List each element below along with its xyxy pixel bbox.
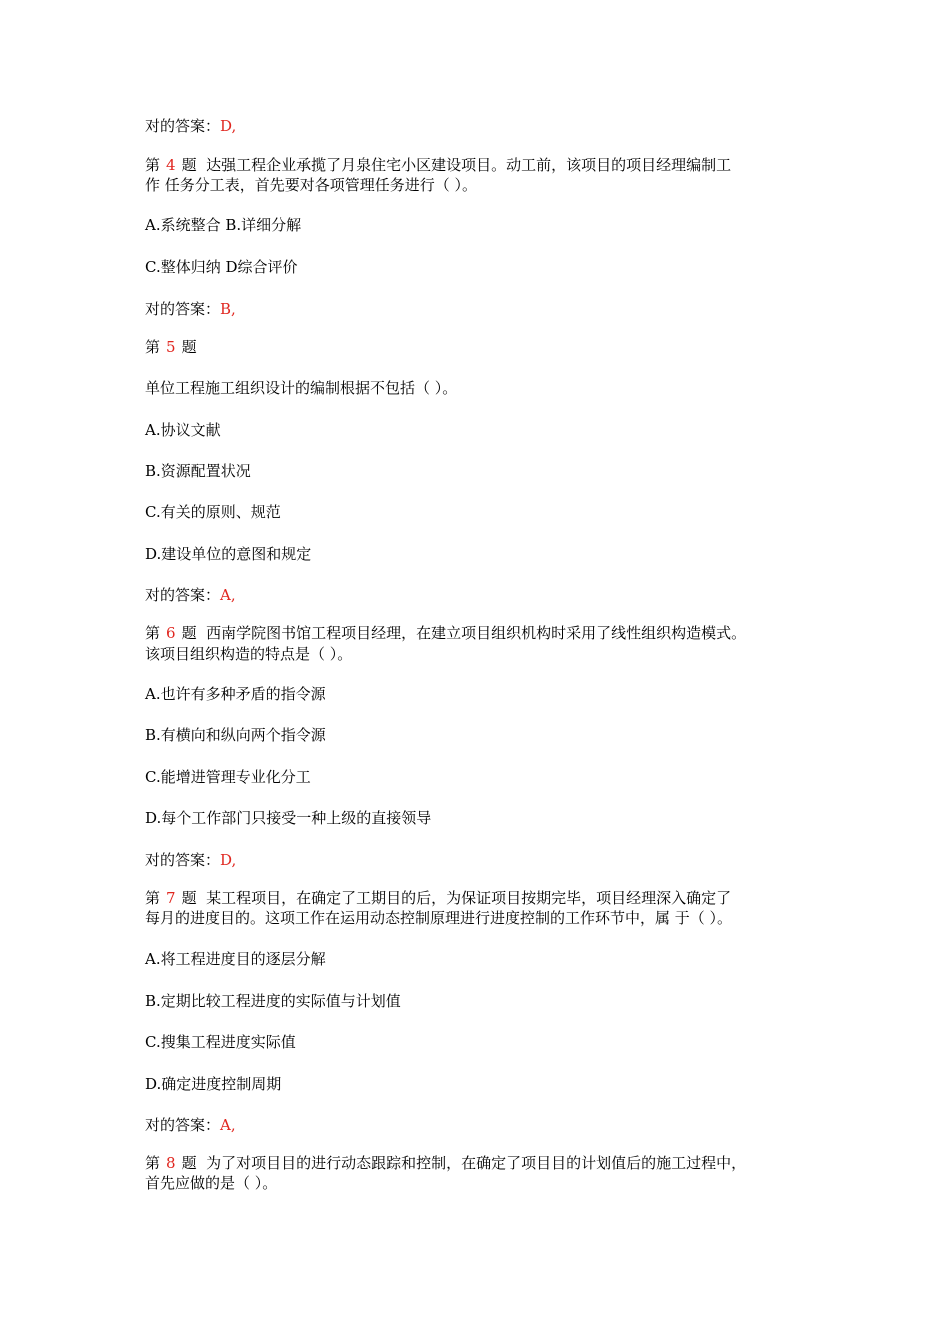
q5-number: 5 [166, 338, 176, 356]
q7-option-b: B.定期比较工程进度的实际值与计划值 [145, 992, 401, 1010]
q6-option-b: B.有横向和纵向两个指令源 [145, 726, 326, 744]
q7-answer-line [145, 1114, 815, 1136]
answer-label: 对的答案： [145, 851, 221, 869]
q6-answer-line [145, 849, 815, 871]
q5-header [145, 336, 815, 358]
q5-option-c: C.有关的原则、规范 [145, 503, 281, 521]
q4-stem-line2 [145, 174, 815, 196]
q5-suffix: 题 [181, 338, 197, 356]
q8-suffix: 题 [181, 1154, 197, 1172]
q7-number: 7 [166, 889, 176, 907]
q6-number: 6 [166, 624, 176, 642]
answer-label: 对的答案： [145, 586, 221, 604]
q4-text-line2: 作 任务分工表，首先要对各项管理任务进行（ ）。 [145, 176, 478, 194]
q5-option-a: A.协议文献 [145, 421, 221, 439]
answer-value: A, [220, 586, 236, 604]
q8-stem-line2: 首先应做的是（ ）。 [145, 1174, 278, 1192]
q5-option-b: B.资源配置状况 [145, 462, 251, 480]
q7-stem-line1 [145, 887, 815, 909]
q6-text-line1: 西南学院图书馆工程项目经理，在建立项目组织机构时采用了线性组织构造模式。 [206, 624, 747, 642]
q6-stem-line1 [145, 622, 815, 644]
q4-options-line2: C.整体归纳 D综合评价 [145, 258, 298, 276]
answer-label: 对的答案： [145, 300, 221, 318]
answer-value: B, [220, 300, 236, 318]
q4-text-line1: 达强工程企业承揽了月泉住宅小区建设项目。动工前，该项目的项目经理编制工 [206, 156, 732, 174]
q8-prefix: 第 [145, 1154, 161, 1172]
q6-stem-line2: 该项目组织构造的特点是（ ）。 [145, 645, 353, 663]
q4-suffix: 题 [181, 156, 197, 174]
q6-option-c: C.能增进管理专业化分工 [145, 768, 311, 786]
q5-answer-line [145, 584, 815, 606]
q7-prefix: 第 [145, 889, 161, 907]
q7-stem-line2: 每月的进度目的。这项工作在运用动态控制原理进行进度控制的工作环节中，属 于（ ）。 [145, 909, 733, 927]
q5-prefix: 第 [145, 338, 161, 356]
q7-option-a: A.将工程进度目的逐层分解 [145, 950, 326, 968]
q6-option-d: D.每个工作部门只接受一种上级的直接领导 [145, 809, 432, 827]
q4-number: 4 [166, 156, 176, 174]
q8-text-line1: 为了对项目目的进行动态跟踪和控制，在确定了项目目的计划值后的施工过程中， [206, 1154, 747, 1172]
answer-label: 对的答案： [145, 117, 221, 135]
q8-stem-line1 [145, 1152, 815, 1174]
q3-answer-line [145, 115, 815, 137]
answer-label: 对的答案： [145, 1116, 221, 1134]
q4-options-line1: A.系统整合 B.详细分解 [145, 216, 302, 234]
answer-value: D, [220, 117, 237, 135]
q7-suffix: 题 [181, 889, 197, 907]
q5-option-d: D.建设单位的意图和规定 [145, 545, 312, 563]
q6-option-a: A.也许有多种矛盾的指令源 [145, 685, 326, 703]
q7-text-line1: 某工程项目，在确定了工期目的后，为保证项目按期完毕，项目经理深入确定了 [206, 889, 732, 907]
q8-number: 8 [166, 1154, 176, 1172]
answer-value: D, [220, 851, 237, 869]
q4-prefix: 第 [145, 156, 161, 174]
q7-option-c: C.搜集工程进度实际值 [145, 1033, 296, 1051]
q5-text: 单位工程施工组织设计的编制根据不包括（ ）。 [145, 379, 458, 397]
q6-prefix: 第 [145, 624, 161, 642]
q6-suffix: 题 [181, 624, 197, 642]
q4-answer-line [145, 298, 815, 320]
q4-stem-line1 [145, 154, 815, 176]
answer-value: A, [220, 1116, 236, 1134]
q7-option-d: D.确定进度控制周期 [145, 1075, 282, 1093]
